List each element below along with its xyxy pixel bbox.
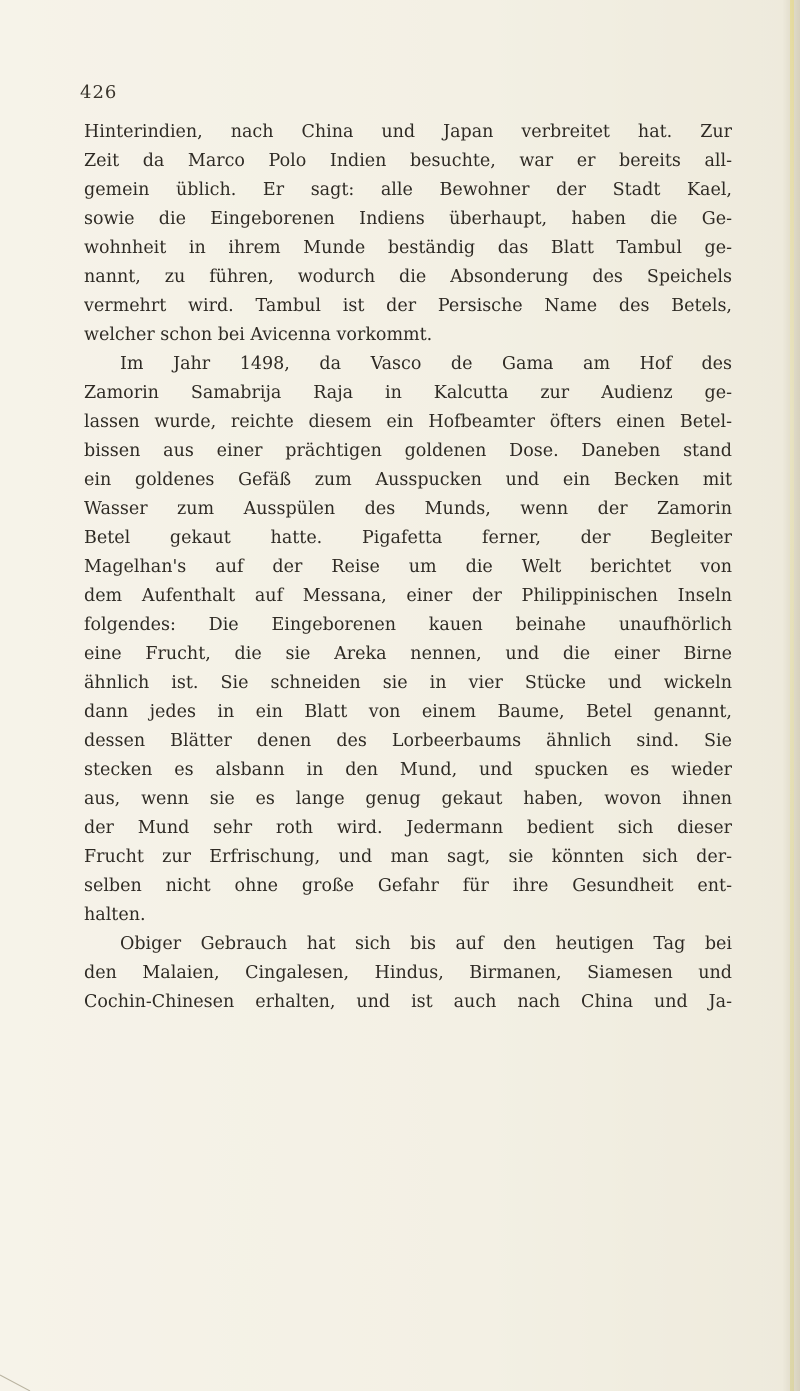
- text-line: dann jedes in ein Blatt von einem Baume, Betel genannt,: [84, 702, 732, 722]
- text-line: wohnheit in ihrem Munde beständig das Blatt Tambul ge-: [84, 238, 732, 258]
- text-line: den Malaien, Cingalesen, Hindus, Birmanen, Siamesen und: [84, 963, 732, 983]
- text-line: Hinterindien, nach China und Japan verbreitet hat. Zur: [84, 122, 732, 142]
- text-line: vermehrt wird. Tambul ist der Persische Name des Betels,: [84, 296, 732, 316]
- page-edge-strip: [790, 0, 794, 1391]
- text-line: nannt, zu führen, wodurch die Absonderung des Speichels: [84, 267, 732, 287]
- text-line: eine Frucht, die sie Areka nennen, und die einer Birne: [84, 644, 732, 664]
- text-line: Magelhan's auf der Reise um die Welt berichtet von: [84, 557, 732, 577]
- text-line: dem Aufenthalt auf Messana, einer der Philippinischen Inseln: [84, 586, 732, 606]
- text-line: aus, wenn sie es lange genug gekaut haben, wovon ihnen: [84, 789, 732, 809]
- text-line: der Mund sehr roth wird. Jedermann bedient sich dieser: [84, 818, 732, 838]
- text-line: ähnlich ist. Sie schneiden sie in vier Stücke und wickeln: [84, 673, 732, 693]
- text-line: stecken es alsbann in den Mund, und spucken es wieder: [84, 760, 732, 780]
- text-line: welcher schon bei Avicenna vorkommt.: [84, 325, 433, 345]
- text-line: halten.: [84, 905, 146, 925]
- scan-corner-mark: [0, 1361, 60, 1391]
- text-line: Zamorin Samabrija Raja in Kalcutta zur Audienz ge-: [84, 383, 732, 403]
- text-line: gemein üblich. Er sagt: alle Bewohner der Stadt Kael,: [84, 180, 732, 200]
- text-line: sowie die Eingeborenen Indiens überhaupt, haben die Ge-: [84, 209, 732, 229]
- text-line: bissen aus einer prächtigen goldenen Dose. Daneben stand: [84, 441, 732, 461]
- text-line: Wasser zum Ausspülen des Munds, wenn der Zamorin: [84, 499, 732, 519]
- text-line: dessen Blätter denen des Lorbeerbaums ähnlich sind. Sie: [84, 731, 732, 751]
- page-number: 426: [80, 82, 118, 103]
- text-line: Obiger Gebrauch hat sich bis auf den heutigen Tag bei: [120, 934, 732, 954]
- text-line: Betel gekaut hatte. Pigafetta ferner, der Begleiter: [84, 528, 732, 548]
- text-line: Zeit da Marco Polo Indien besuchte, war er bereits all-: [84, 151, 732, 171]
- body-text: [84, 118, 732, 1017]
- text-line: Im Jahr 1498, da Vasco de Gama am Hof des: [120, 354, 732, 374]
- text-line: folgendes: Die Eingeborenen kauen beinahe unaufhörlich: [84, 615, 732, 635]
- text-line: selben nicht ohne große Gefahr für ihre Gesundheit ent-: [84, 876, 732, 896]
- text-line: lassen wurde, reichte diesem ein Hofbeamter öfters einen Betel-: [84, 412, 732, 432]
- text-line: Frucht zur Erfrischung, und man sagt, sie könnten sich der-: [84, 847, 732, 867]
- text-line: Cochin-Chinesen erhalten, und ist auch nach China und Ja-: [84, 992, 732, 1012]
- text-line: ein goldenes Gefäß zum Ausspucken und ein Becken mit: [84, 470, 732, 490]
